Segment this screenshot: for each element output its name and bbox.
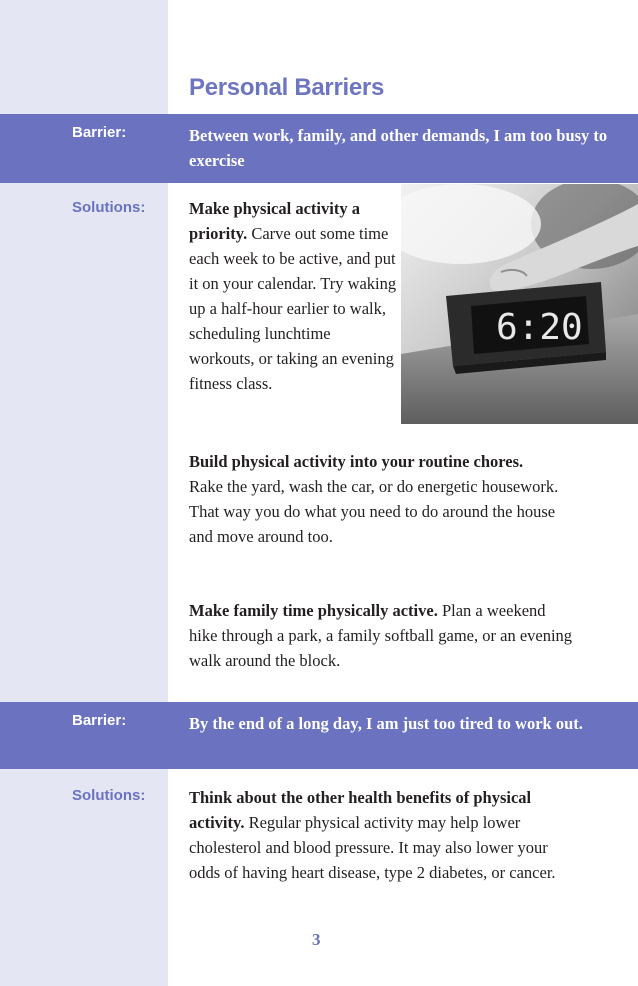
solution-heading: Make physical activity a priority. xyxy=(189,199,360,243)
alarm-clock-illustration xyxy=(401,184,638,424)
barrier-label: Barrier: xyxy=(72,124,127,141)
alarm-clock-photo xyxy=(401,184,638,424)
barrier-text: By the end of a long day, I am just too tired to work out. xyxy=(189,714,583,733)
solution-heading: Build physical activity into your routine chores. xyxy=(189,452,524,471)
solution-heading: Think about the other health benefits of physical activity. xyxy=(189,788,532,832)
solution-text: Rake the yard, wash the car, or do energetic housework. That way you do what you need to do around the house and move around too. xyxy=(189,477,559,546)
solutions-label: Solutions: xyxy=(72,787,146,804)
barrier-band-1 xyxy=(0,114,638,183)
page-title: Personal Barriers xyxy=(189,74,385,101)
solutions-label: Solutions: xyxy=(72,199,146,216)
solution-paragraph xyxy=(189,598,574,673)
clock-digits: 6:20 xyxy=(496,307,583,348)
barrier-text: Between work, family, and other demands, I am too busy to exercise xyxy=(189,126,608,170)
page-number: 3 xyxy=(312,930,321,949)
solution-paragraph xyxy=(189,196,397,396)
solution-heading: Make family time physically active. xyxy=(189,601,438,620)
solution-text: Regular physical activity may help lower cholesterol and blood pressure. It may also lower your odds of having heart disease, type 2 diabetes, or cancer. xyxy=(189,813,556,882)
barrier-band-2 xyxy=(0,702,638,769)
solution-text: Carve out some time each week to be active, and put it on your calendar. Try waking up a half-hour earlier to walk, scheduling lunchtime workouts, or taking an evening fitness class. xyxy=(189,224,397,393)
barrier-label: Barrier: xyxy=(72,712,127,729)
solution-paragraph xyxy=(189,449,559,549)
solution-paragraph xyxy=(189,785,569,885)
solution-text: Plan a weekend hike through a park, a family softball game, or an evening walk around the block. xyxy=(189,601,573,670)
